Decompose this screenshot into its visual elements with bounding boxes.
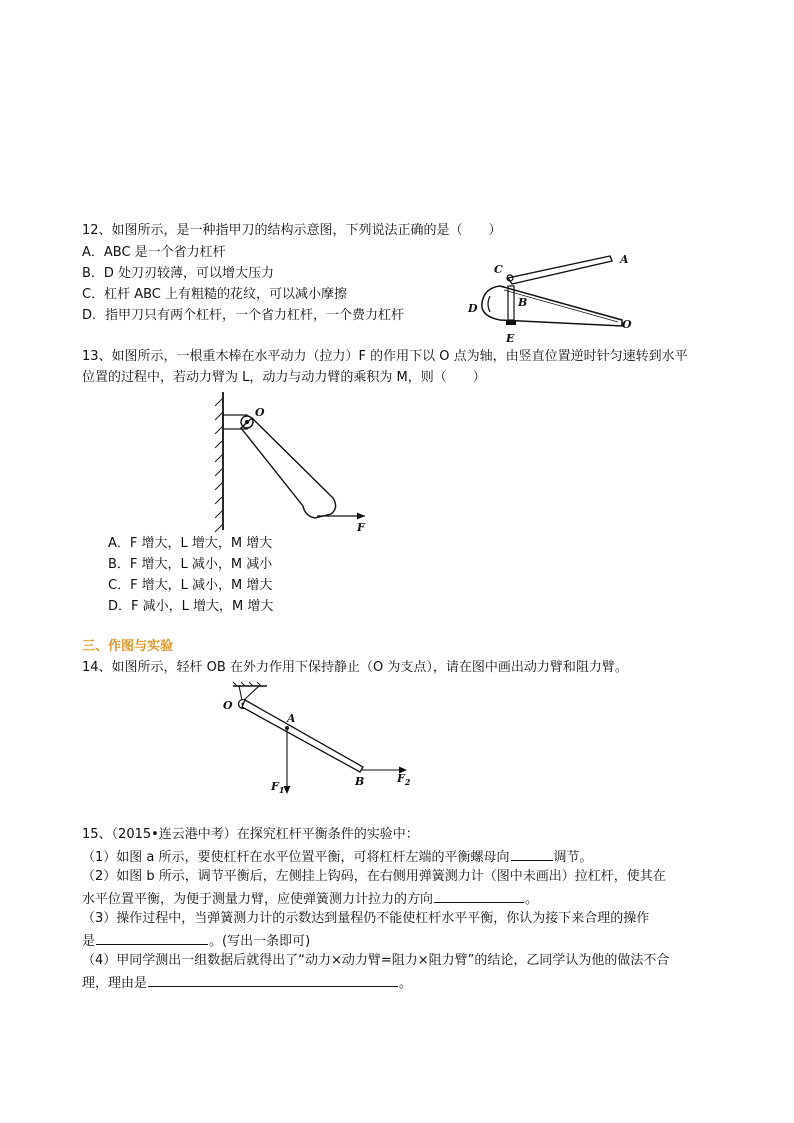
clipper-body <box>482 286 622 326</box>
q15-part4-text-a: 理，理由是 <box>82 976 148 991</box>
q15-part3-line1: （3）操作过程中，当弹簧测力计的示数达到量程仍不能使杠杆水平平衡，你认为接下来合理的操作 <box>82 911 650 926</box>
label-f: F <box>357 521 365 534</box>
q15-part1-text-b: 调节。 <box>553 850 593 865</box>
label-f2: $F_2$ <box>397 772 411 787</box>
pin-base <box>506 320 516 325</box>
label-f1: $F_1$ <box>271 780 285 795</box>
q15-part2-text-a: 水平位置平衡，为便于测量力臂，应使弹簧测力计拉力的方向 <box>82 892 434 907</box>
q13-option-a: A．F 增大，L 增大，M 增大 <box>108 536 273 551</box>
label-a: A <box>287 712 296 725</box>
label-b: B <box>355 775 365 788</box>
light-rod-ob-figure <box>215 682 425 800</box>
force-f1-arrowhead <box>284 786 291 794</box>
force-f-arrowhead <box>357 513 365 520</box>
q12-option-b: B．D 处刀刃较薄，可以增大压力 <box>82 266 275 281</box>
q12-option-c: C．杠杆 ABC 上有粗糙的花纹，可以减小摩擦 <box>82 287 348 302</box>
support-right <box>244 686 259 700</box>
q15-part2-text-b: 。 <box>525 892 539 907</box>
section-heading: 三、作图与实验 <box>82 639 174 654</box>
q15-part4-text-b: 。 <box>399 976 413 991</box>
q15-part3-blank[interactable] <box>96 931 208 945</box>
q13-stem-line1: 13、如图所示，一根重木棒在水平动力（拉力）F 的作用下以 O 点为轴，由竖直位置逆时针匀速转到水平 <box>82 349 688 364</box>
q14-stem: 14、如图所示，轻杆 OB 在外力作用下保持静止（O 为支点），请在图中画出动力臂和阻力臂。 <box>82 660 628 675</box>
q15-part4-line2 <box>82 973 412 993</box>
label-c: C <box>494 263 503 276</box>
rod <box>241 418 336 518</box>
label-a: A <box>620 253 629 266</box>
q13-option-d: D．F 减小，L 增大，M 增大 <box>108 599 274 614</box>
q15-part3-text-a: 是 <box>82 934 96 949</box>
q12-option-d: D．指甲刀只有两个杠杆，一个省力杠杆，一个费力杠杆 <box>82 308 405 323</box>
blade-d <box>488 296 490 312</box>
wooden-rod-figure <box>205 390 385 535</box>
q15-part3-text-b: 。(写出一条即可) <box>209 934 311 949</box>
support-left <box>239 686 242 700</box>
label-b: B <box>518 296 528 309</box>
q13-option-b: B．F 增大，L 减小，M 减小 <box>108 557 273 572</box>
q15-part2-blank[interactable] <box>434 889 524 903</box>
q15-part2-line1: （2）如图 b 所示，调节平衡后，左侧挂上钩码，在右侧用弹簧测力计（图中未画出）拉杠杆，使其在 <box>82 869 666 884</box>
q13-stem-line2: 位置的过程中，若动力臂为 L，动力与动力臂的乘积为 M，则（ ） <box>82 370 486 385</box>
q15-part1-blank[interactable] <box>511 847 553 861</box>
nail-clipper-figure <box>460 248 660 344</box>
lever-abc <box>508 256 612 284</box>
label-o: O <box>622 318 632 331</box>
label-e: E <box>506 332 515 345</box>
q15-stem: 15、（2015•连云港中考）在探究杠杆平衡条件的实验中： <box>82 827 419 842</box>
q12-stem: 12、如图所示，是一种指甲刀的结构示意图，下列说法正确的是（ ） <box>82 223 502 238</box>
label-d: D <box>468 302 478 315</box>
q15-part4-line1: （4）甲同学测出一组数据后就得出了“动力×动力臂=阻力×阻力臂”的结论，乙同学认为他的做法不合 <box>82 953 670 968</box>
label-o: O <box>223 699 233 712</box>
q12-option-a: A．ABC 是一个省力杠杆 <box>82 245 226 260</box>
q15-part2-line2 <box>82 889 538 909</box>
q15-part3-line2 <box>82 931 310 951</box>
wall-hatching <box>215 398 223 532</box>
q13-option-c: C．F 增大，L 减小，M 增大 <box>108 578 273 593</box>
label-o: O <box>255 406 265 419</box>
q15-part1 <box>82 847 593 867</box>
q15-part4-blank[interactable] <box>148 973 398 987</box>
rod-ob <box>242 700 363 772</box>
q15-part1-text-a: （1）如图 a 所示，要使杠杆在水平位置平衡，可将杠杆左端的平衡螺母向 <box>82 850 510 865</box>
